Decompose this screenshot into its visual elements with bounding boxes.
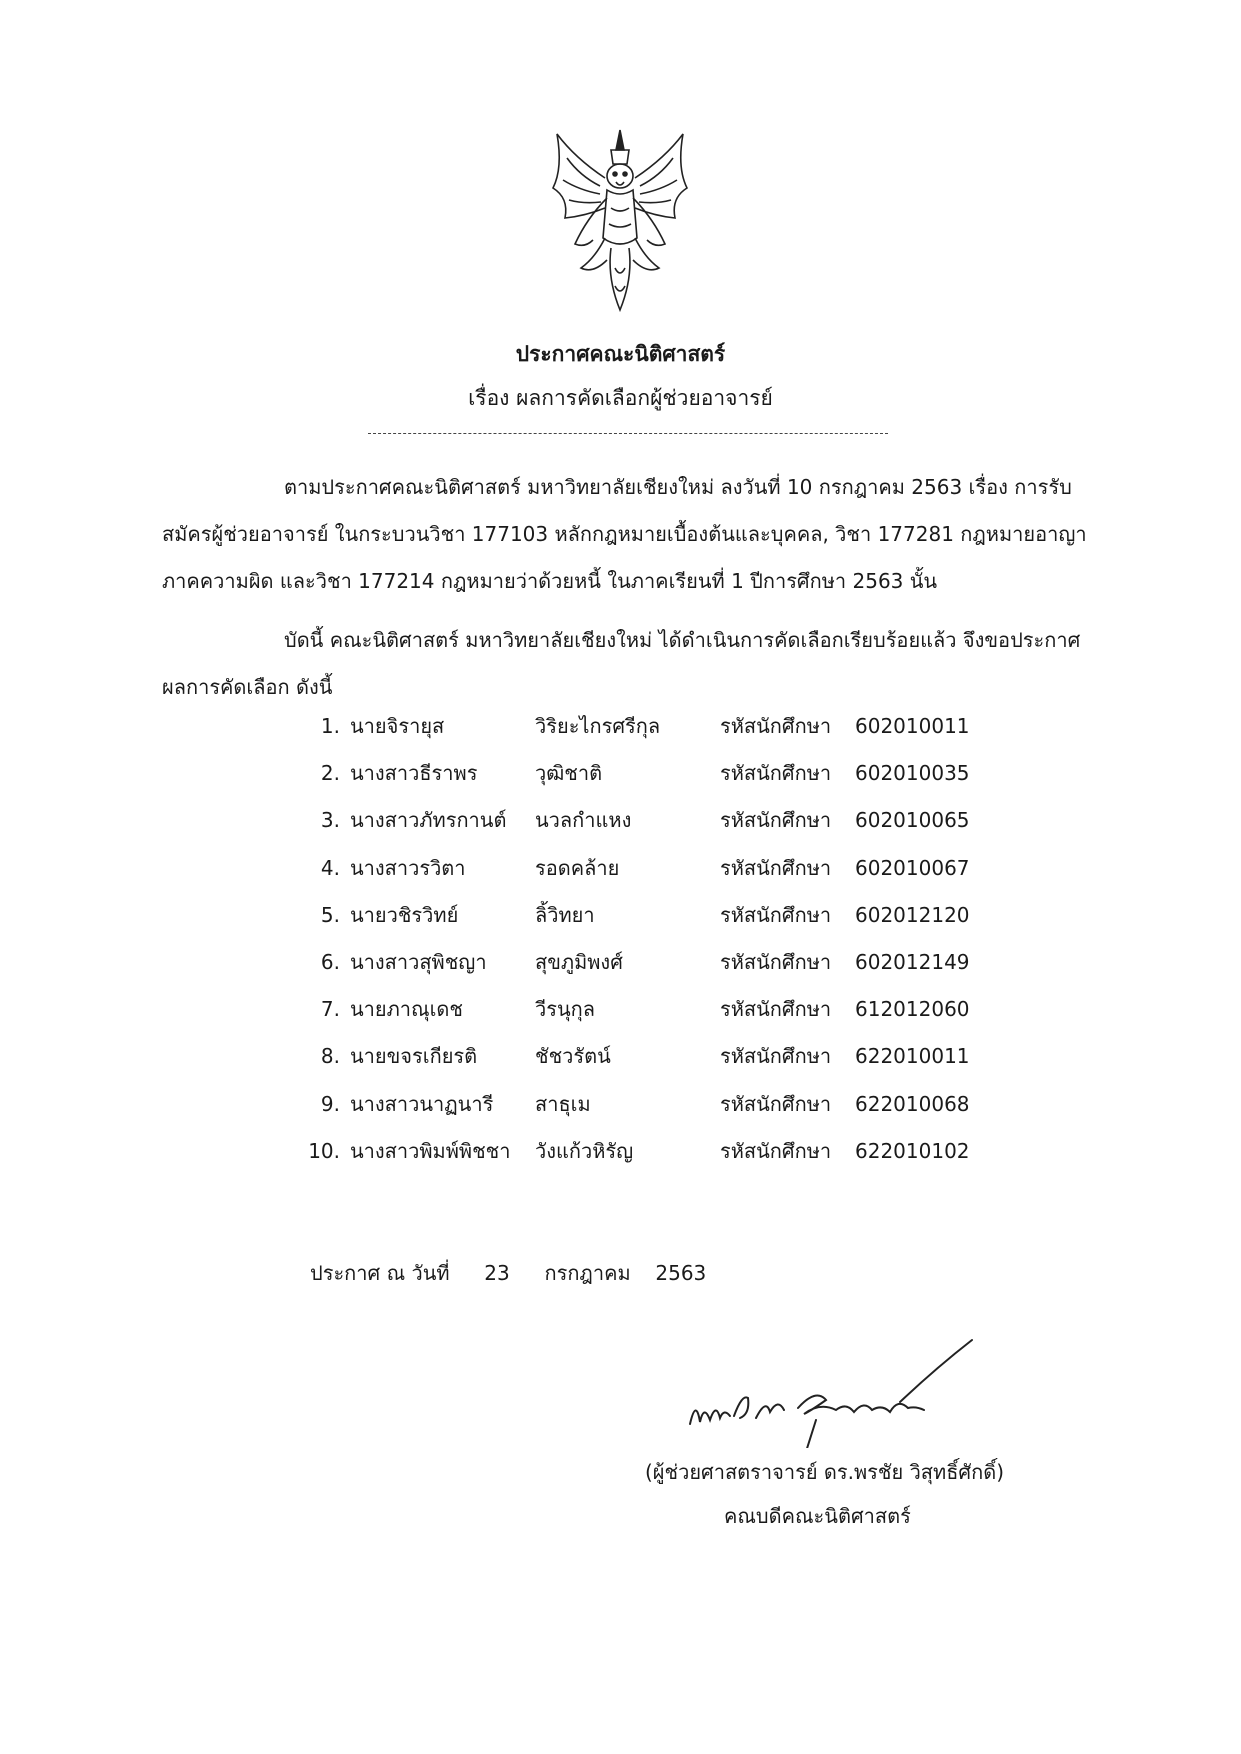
candidate-number: 8. — [320, 1044, 340, 1069]
list-item — [300, 939, 1000, 986]
student-id-label: รหัสนักศึกษา — [720, 1091, 832, 1116]
student-id-label: รหัสนักศึกษา — [720, 949, 832, 974]
candidate-last-name: วังแก้วหิรัญ — [535, 1138, 634, 1163]
candidate-first-name: นางสาวพิมพ์พิชชา — [350, 1138, 511, 1163]
garuda-emblem-icon — [545, 128, 695, 313]
list-item — [300, 1081, 1000, 1128]
candidate-first-name: นายภาณุเดช — [350, 997, 463, 1022]
candidate-number: 3. — [320, 808, 340, 833]
list-item — [300, 1128, 1000, 1175]
body-paragraph-2: บัดนี้ คณะนิติศาสตร์ มหาวิทยาลัยเชียงใหม่ ได้ดำเนินการคัดเลือกเรียบร้อยแล้ว จึงขอประกาศผลการคัดเลือก ดังนี้ — [162, 628, 1081, 699]
candidate-number: 4. — [320, 855, 340, 880]
list-item — [300, 703, 1000, 750]
student-id-label: รหัสนักศึกษา — [720, 902, 832, 927]
candidate-number: 9. — [320, 1091, 340, 1116]
student-id-label: รหัสนักศึกษา — [720, 714, 832, 738]
list-item — [300, 750, 1000, 797]
candidate-last-name: นวลกำแหง — [535, 808, 632, 833]
document-title: ประกาศคณะนิติศาสตร์ — [515, 342, 726, 366]
list-item — [300, 797, 1000, 844]
list-item — [300, 1033, 1000, 1080]
student-id-label: รหัสนักศึกษา — [720, 1138, 832, 1163]
student-id-label: รหัสนักศึกษา — [720, 997, 832, 1022]
candidate-first-name: นายจิรายุส — [350, 714, 445, 738]
student-id: 602012149 — [855, 949, 970, 974]
candidate-number: 2. — [320, 761, 340, 786]
date-day: 23 — [484, 1261, 510, 1285]
announcement-date — [310, 1257, 706, 1289]
candidate-number: 10. — [308, 1138, 340, 1163]
candidate-last-name: วุฒิชาติ — [535, 761, 603, 786]
candidate-number: 6. — [320, 949, 340, 974]
student-id: 622010068 — [855, 1091, 970, 1116]
candidate-first-name: นายขจรเกียรติ — [350, 1044, 478, 1069]
student-id-label: รหัสนักศึกษา — [720, 1044, 832, 1069]
document-subject: เรื่อง ผลการคัดเลือกผู้ช่วยอาจารย์ — [468, 386, 773, 410]
student-id: 622010102 — [855, 1138, 970, 1163]
signatory-position: คณบดีคณะนิติศาสตร์ — [724, 1504, 911, 1528]
date-prefix: ประกาศ ณ วันที่ — [310, 1261, 450, 1285]
student-id: 622010011 — [855, 1044, 970, 1069]
candidate-first-name: นายวชิรวิทย์ — [350, 902, 459, 927]
list-item — [300, 892, 1000, 939]
date-year: 2563 — [655, 1261, 707, 1285]
candidate-first-name: นางสาวภัทรกานต์ — [350, 808, 507, 833]
candidate-last-name: สาธุเม — [535, 1091, 591, 1116]
candidate-first-name: นางสาวธีราพร — [350, 761, 478, 786]
date-month: กรกฎาคม — [544, 1261, 631, 1285]
candidate-last-name: สุขภูมิพงศ์ — [535, 949, 623, 974]
signatory-name: (ผู้ช่วยศาสตราจารย์ ดร.พรชัย วิสุทธิ์ศักดิ์) — [645, 1460, 1004, 1484]
body-paragraph-1: ตามประกาศคณะนิติศาสตร์ มหาวิทยาลัยเชียงใหม่ ลงวันที่ 10 กรกฎาคม 2563 เรื่อง การรับสมัครผู้ช่วยอาจารย์ ในกระบวนวิชา 177103 หลักกฎหมายเบื้องต้นและบุคคล, วิชา 177281 กฎหมายอาญาภาคความผิด และวิชา 177214 กฎหมายว่าด้วยหนี้ ในภาคเรียนที่ 1 ปีการศึกษา 2563 นั้น — [162, 475, 1087, 593]
list-item — [300, 986, 1000, 1033]
candidate-last-name: ลิ้วิทยา — [535, 902, 595, 927]
student-id-label: รหัสนักศึกษา — [720, 855, 832, 880]
candidate-last-name: วิริยะไกรศรีกุล — [535, 714, 661, 738]
list-item — [300, 845, 1000, 892]
candidate-first-name: นางสาวสุพิชญา — [350, 949, 487, 974]
student-id: 602010067 — [855, 855, 970, 880]
candidate-last-name: วีรนุกุล — [535, 997, 596, 1022]
candidate-number: 1. — [320, 714, 340, 738]
candidate-list — [300, 703, 1000, 1175]
student-id: 602010035 — [855, 761, 970, 786]
candidate-last-name: รอดคล้าย — [535, 855, 620, 880]
candidate-first-name: นางสาวนาฏนารี — [350, 1091, 494, 1116]
dashed-divider — [368, 433, 888, 434]
student-id: 612012060 — [855, 997, 970, 1022]
student-id: 602010065 — [855, 808, 970, 833]
student-id-label: รหัสนักศึกษา — [720, 808, 832, 833]
candidate-last-name: ชัชวรัตน์ — [535, 1044, 611, 1069]
candidate-number: 5. — [320, 902, 340, 927]
student-id: 602010011 — [855, 714, 970, 738]
student-id: 602012120 — [855, 902, 970, 927]
candidate-number: 7. — [320, 997, 340, 1022]
candidate-first-name: นางสาวรวิตา — [350, 855, 466, 880]
student-id-label: รหัสนักศึกษา — [720, 761, 832, 786]
handwritten-signature-icon — [686, 1338, 976, 1448]
